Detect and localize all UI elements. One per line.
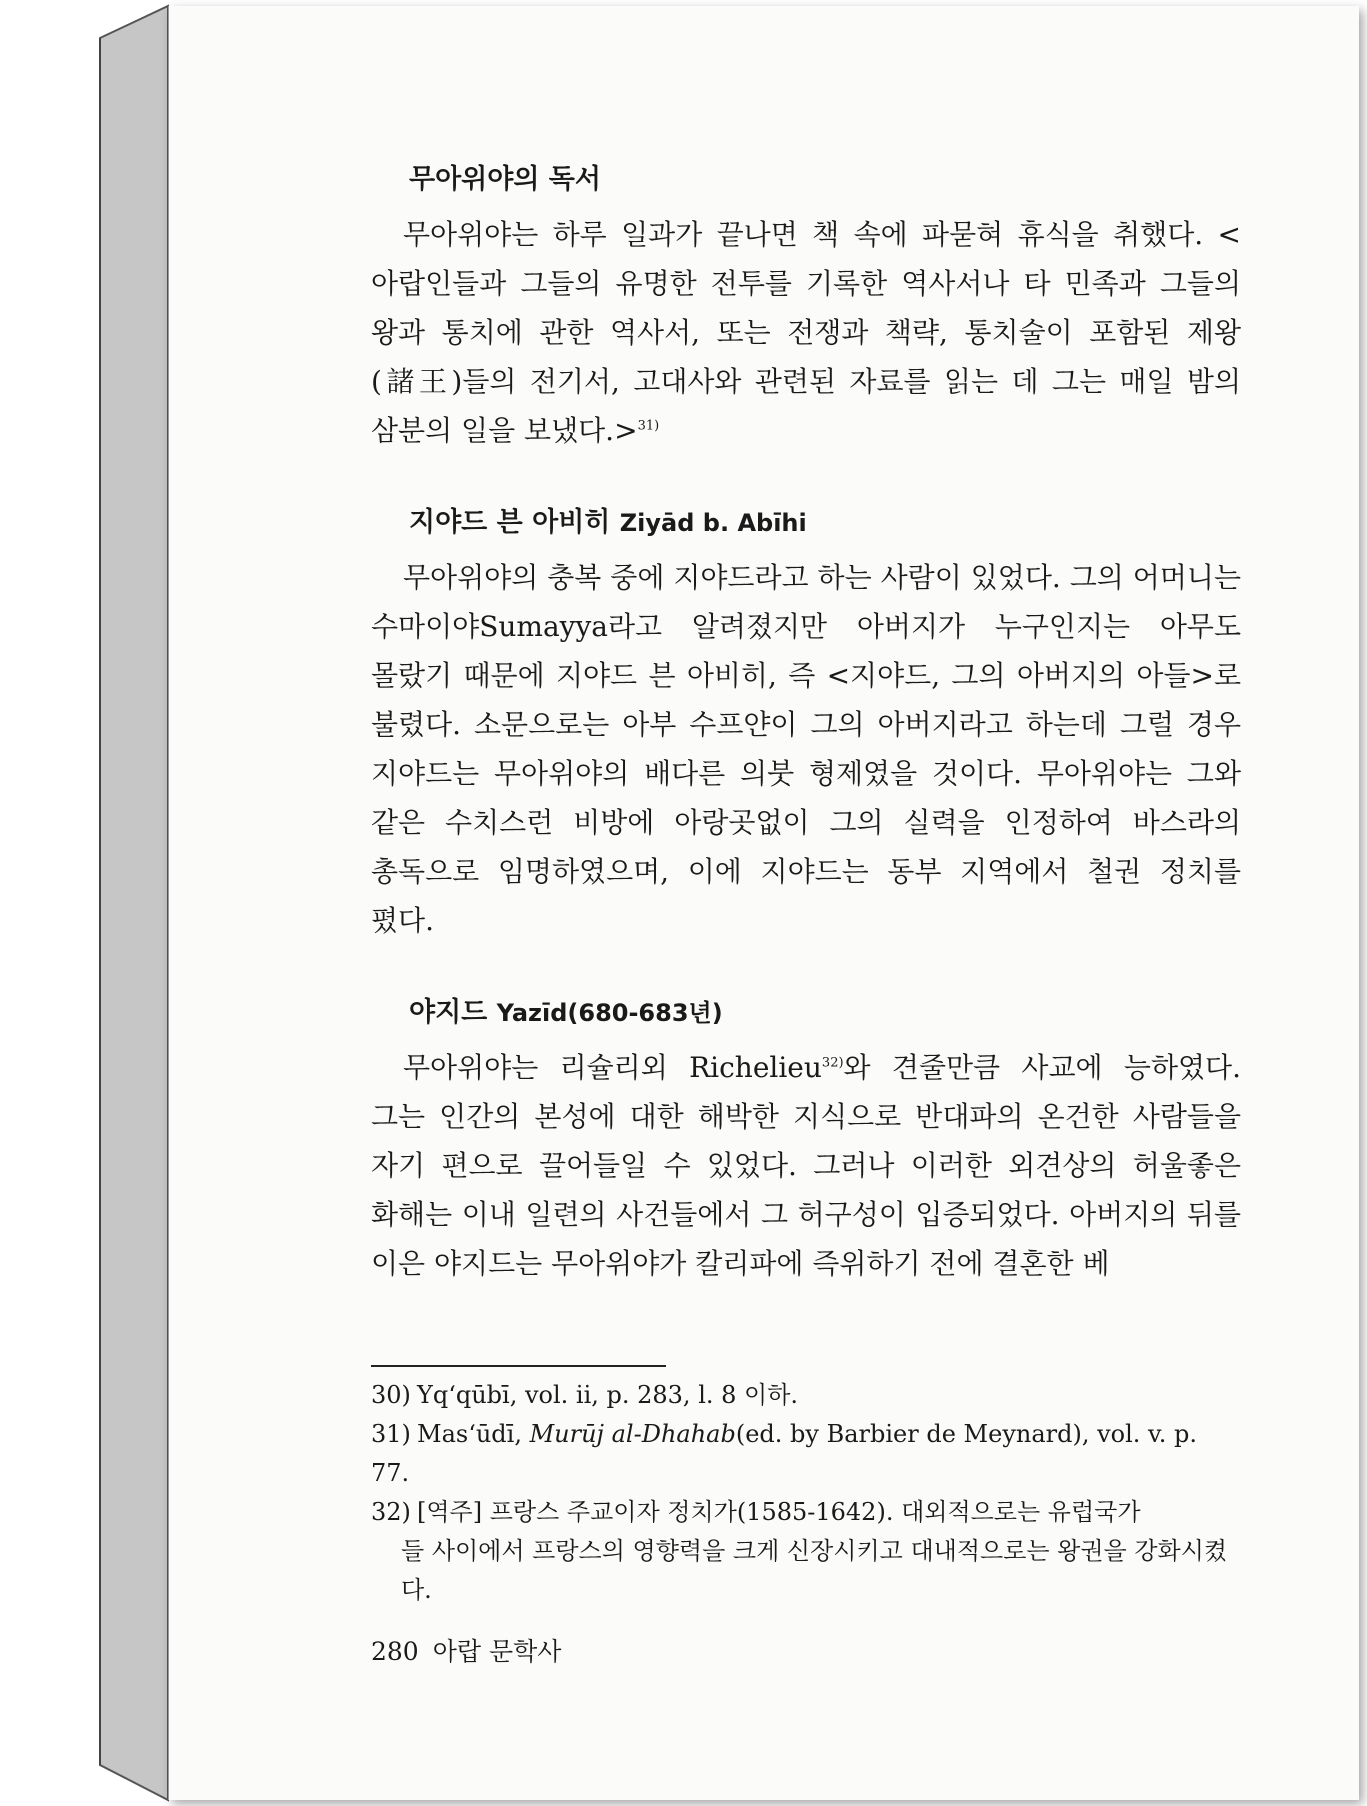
footnote-31	[371, 1415, 1241, 1493]
heading-text: 지야드 븐 아비히	[409, 507, 611, 538]
footnote-book-title: Murūj al-Dhahab	[529, 1420, 736, 1448]
section-heading	[371, 160, 1241, 200]
paragraph-text: 무아위야는 리슐리외 Richelieu	[403, 1051, 822, 1084]
section-paragraph	[371, 553, 1241, 945]
paragraph-text: 무아위야의 충복 중에 지야드라고 하는 사람이 있었다. 그의 어머니는 수마이야Sumayya라고 알려졌지만 아버지가 누구인지는 아무도 몰랐기 때문에 지야드 븐 아비히, 즉 <지야드, 그의 아버지의 아들>로 불렸다. 소문으로는 아부 수프얀이 그의 아버지라고 하는데 그럴 경우 지야드는 무아위야의 배다른 의붓 형제였을 것이다. 무아위야는 그와 같은 수치스런 비방에 아랑곳없이 그의 실력을 인정하여 바스라의 총독으로 임명하였으며, 이에 지야드는 동부 지역에서 철권 정치를 폈다.	[371, 561, 1241, 937]
footnote-number: 30)	[371, 1381, 411, 1409]
footnote-text: Yq‘qūbī, vol. ii, p. 283, l. 8 이하.	[417, 1381, 799, 1409]
heading-latin: Yazīd(680-683년)	[496, 999, 723, 1027]
footnote-text: [역주] 프랑스 주교이자 정치가(1585-1642). 대외적으로는 유럽국가	[417, 1498, 1141, 1526]
paragraph-text: 무아위야는 하루 일과가 끝나면 책 속에 파묻혀 휴식을 취했다. <아랍인들과 그들의 유명한 전투를 기록한 역사서나 타 민족과 그들의 왕과 통치에 관한 역사서, 또는 전쟁과 책략, 통치술이 포함된 제왕(諸王)들의 전기서, 고대사와 관련된 자료를 읽는 데 그는 매일 밤의 삼분의 일을 보냈다.>	[371, 218, 1241, 447]
section-yazid	[371, 993, 1241, 1288]
section-heading	[371, 503, 1241, 543]
page-footer	[371, 1632, 575, 1668]
section-heading	[371, 993, 1241, 1033]
footnote-ref: 32)	[821, 1055, 844, 1071]
footnote-30	[371, 1376, 1241, 1415]
footnote-text: Mas‘ūdī,	[417, 1420, 530, 1448]
running-title: 아랍 문학사	[432, 1637, 562, 1666]
footnote-divider	[371, 1365, 666, 1367]
section-reading	[371, 160, 1241, 455]
heading-text: 무아위야의 독서	[409, 164, 601, 195]
footnote-ref: 31)	[637, 418, 660, 434]
section-paragraph	[371, 1043, 1241, 1288]
paragraph-text-cont: 와 견줄만큼 사교에 능하였다. 그는 인간의 본성에 대한 해박한 지식으로 반대파의 온건한 사람들을 자기 편으로 끌어들일 수 있었다. 그러나 이러한 외견상의 허울좋은 화해는 이내 일련의 사건들에서 그 허구성이 입증되었다. 아버지의 뒤를 이은 야지드는 무아위야가 칼리파에 즉위하기 전에 결혼한 베	[371, 1051, 1241, 1280]
footnote-number: 31)	[371, 1420, 411, 1448]
page-number: 280	[371, 1637, 419, 1666]
footnotes	[371, 1376, 1241, 1610]
page-content	[371, 160, 1241, 1288]
footnote-text-cont: (ed. by Barbier de Meynard), vol. v. p. 77.	[371, 1420, 1198, 1487]
heading-latin: Ziyād b. Abīhi	[619, 509, 807, 537]
heading-text: 야지드	[409, 997, 488, 1028]
footnote-32	[371, 1493, 1241, 1532]
section-ziyad	[371, 503, 1241, 945]
footnote-number: 32)	[371, 1498, 411, 1526]
footnote-text-cont: 들 사이에서 프랑스의 영향력을 크게 신장시키고 대내적으로는 왕권을 강화시켰다.	[401, 1537, 1228, 1604]
footnote-32-continuation	[371, 1532, 1241, 1610]
section-paragraph	[371, 210, 1241, 455]
